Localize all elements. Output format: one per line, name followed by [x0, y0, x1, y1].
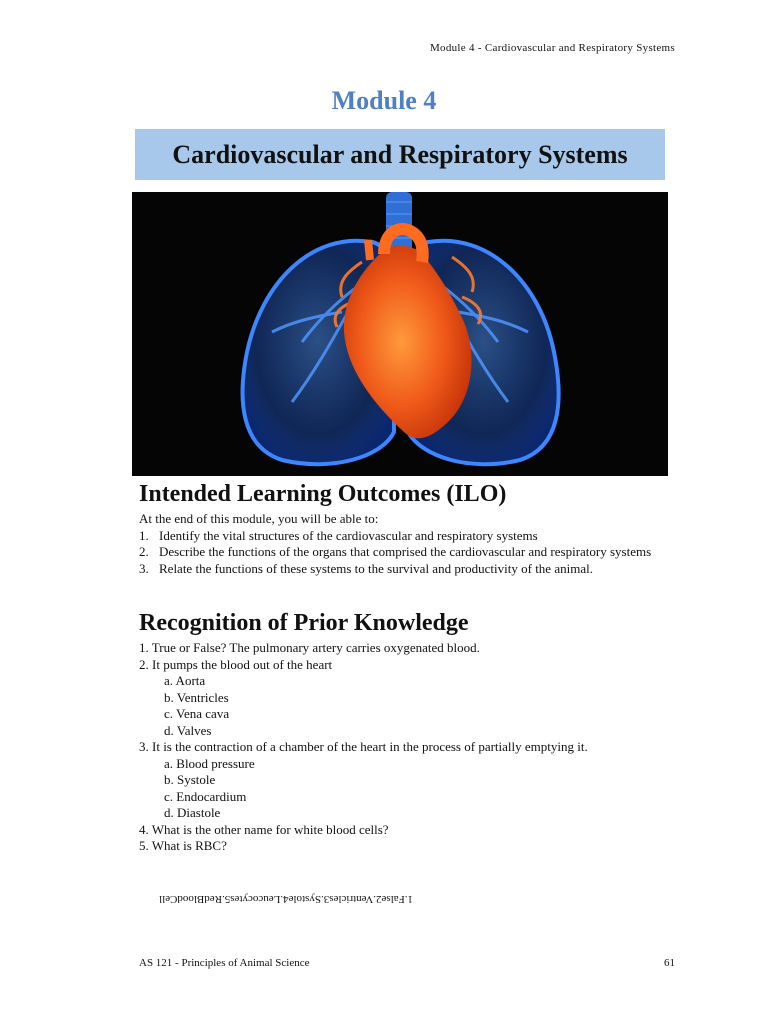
- ilo-item-number: 1.: [139, 527, 149, 543]
- question-3-option: d. Diastole: [164, 805, 221, 820]
- question-1: 1. True or False? The pulmonary artery carries oxygenated blood.: [139, 640, 480, 655]
- question-3: 3. It is the contraction of a chamber of the heart in the process of partially emptying it.: [139, 739, 588, 754]
- ilo-intro: At the end of this module, you will be able to:: [139, 511, 379, 526]
- footer-course: AS 121 - Principles of Animal Science: [139, 957, 310, 969]
- question-2: 2. It pumps the blood out of the heart: [139, 656, 333, 672]
- ilo-item-number: 3.: [139, 560, 149, 576]
- question-2-option: c. Vena cava: [164, 706, 230, 721]
- heart-lungs-illustration: [132, 192, 668, 476]
- question-5: 5. What is RBC?: [139, 838, 227, 853]
- ilo-section: [139, 511, 674, 577]
- question-2-option: d. Valves: [164, 722, 212, 738]
- ilo-heading: Intended Learning Outcomes (ILO): [139, 481, 507, 507]
- ilo-item-number: 2.: [139, 544, 149, 559]
- ilo-item: [139, 528, 674, 545]
- ilo-item-text: Identify the vital structures of the cardiovascular and respiratory systems: [159, 527, 538, 543]
- ilo-item-text: Describe the functions of the organs that comprised the cardiovascular and respiratory systems: [159, 544, 652, 559]
- module-title: Cardiovascular and Respiratory Systems: [172, 139, 628, 169]
- question-4: 4. What is the other name for white blood cells?: [139, 821, 389, 837]
- question-3-option: a. Blood pressure: [164, 755, 255, 771]
- module-title-box: [135, 129, 665, 180]
- ilo-item: [139, 561, 674, 578]
- heart-lungs-image: [132, 192, 668, 476]
- prior-knowledge-section: [139, 640, 674, 855]
- running-header: Module 4 - Cardiovascular and Respiratory Systems: [429, 42, 675, 54]
- ilo-item-text: Relate the functions of these systems to the survival and productivity of the animal.: [159, 560, 593, 576]
- question-3-option: c. Endocardium: [164, 788, 247, 804]
- upside-down-answer-key: 1.False2.Ventricles3.Systole4.Leucocytes5.RedBloodCell: [159, 893, 413, 905]
- page-number: 61: [664, 957, 675, 969]
- ilo-item: [139, 544, 674, 561]
- question-2-option: b. Ventricles: [164, 689, 229, 705]
- prior-knowledge-heading: Recognition of Prior Knowledge: [139, 610, 469, 636]
- module-number: Module 4: [331, 86, 437, 115]
- question-2-option: a. Aorta: [164, 673, 206, 688]
- question-3-option: b. Systole: [164, 772, 216, 787]
